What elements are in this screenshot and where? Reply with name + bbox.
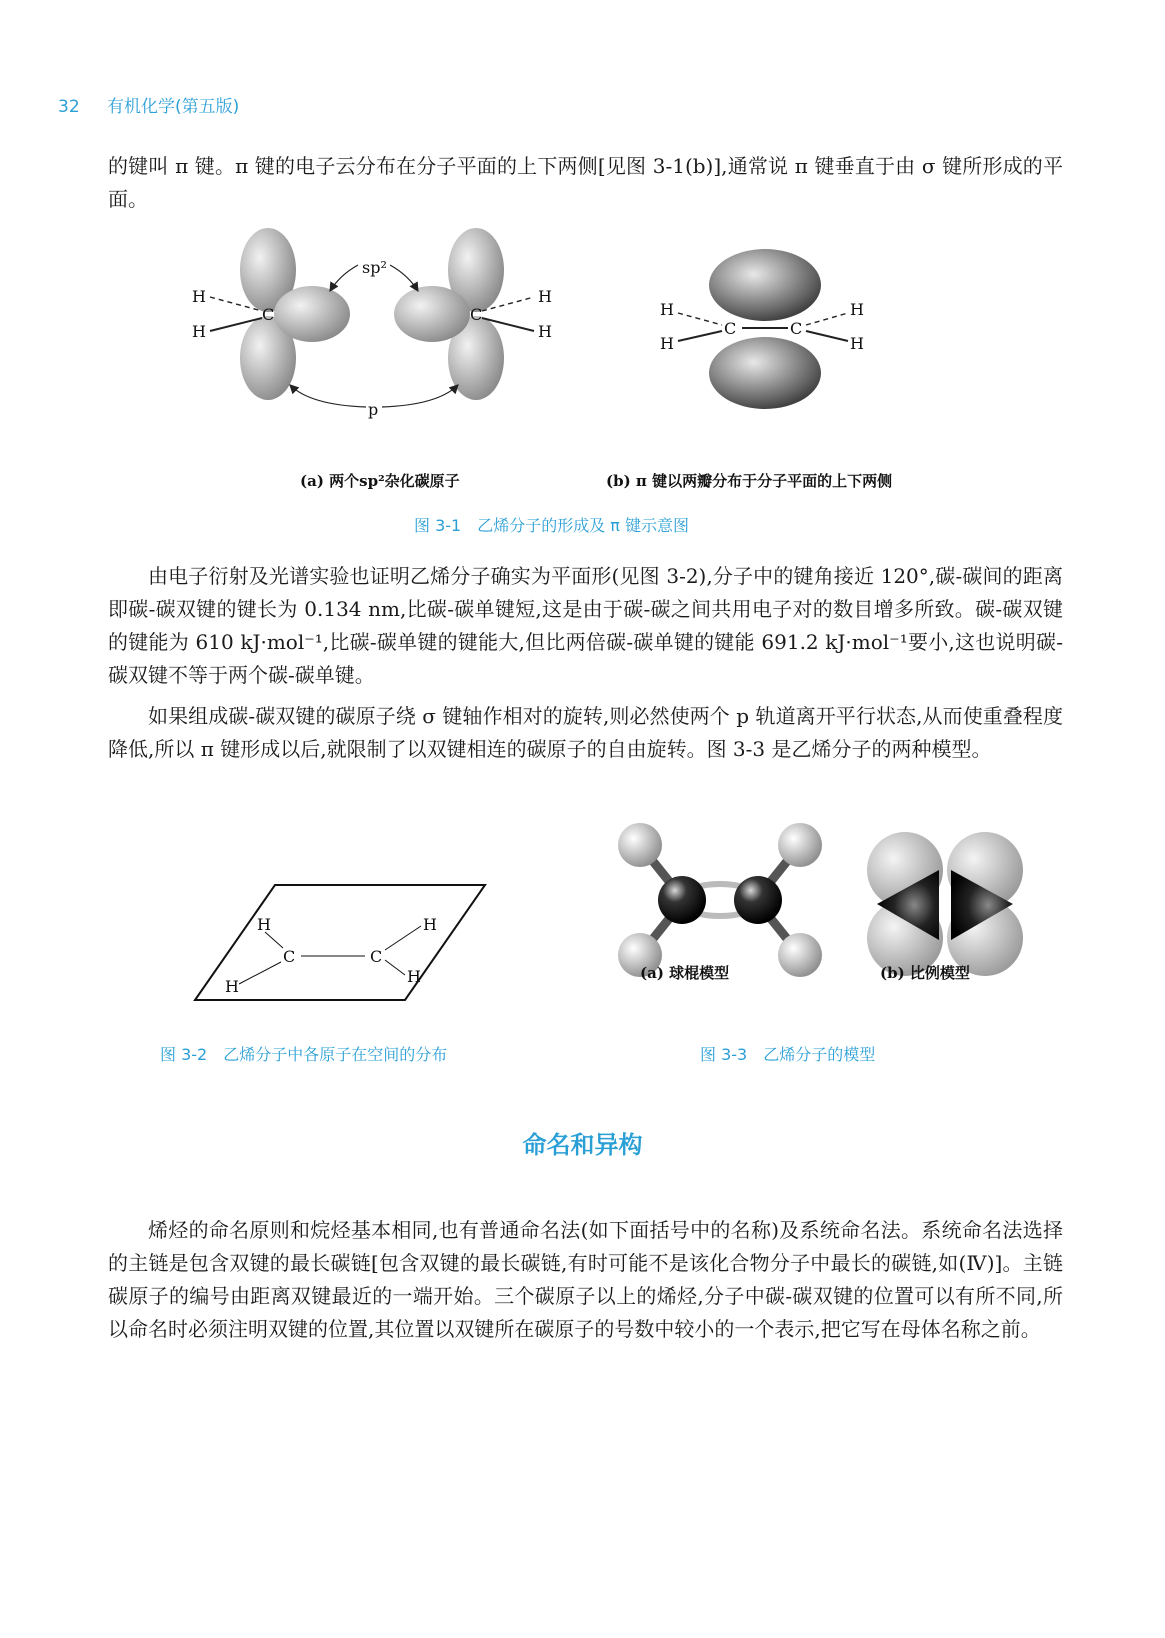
atom-c-right: C — [470, 305, 483, 324]
paragraph-pi-bond: 的键叫 π 键。π 键的电子云分布在分子平面的上下两侧[见图 3-1(b)],通常说 π 键垂直于由 σ 键所形成的平面。 — [108, 154, 1063, 211]
paragraph-naming: 烯烃的命名原则和烷烃基本相同,也有普通命名法(如下面括号中的名称)及系统命名法。系统命名法选择的主链是包含双键的最长碳链[包含双键的最长碳链,有时可能不是该化合物分子中最长的碳链,如(Ⅳ)]。主链碳原子的编号由距离双键最近的一端开始。三个碳原子以上的烯烃,分子中碳-碳双键的位置可以有所不同,所以命名时必须注明双键的位置,其位置以双键所在碳原子的号数中较小的一个表示,把它写在母体名称之前。 — [108, 1218, 1063, 1341]
label-sp2: sp² — [362, 258, 387, 277]
atom-h: H — [225, 977, 239, 996]
atom-c: C — [790, 319, 803, 338]
figure-3-3b-space-filling — [865, 830, 1025, 980]
fig31-subcaption-b: (b) π 键以两瓣分布于分子平面的上下两侧 — [606, 472, 893, 490]
atom-h: H — [538, 287, 552, 306]
atom-h: H — [407, 967, 421, 986]
atom-h: H — [850, 300, 864, 319]
atom-h: H — [192, 287, 206, 306]
atom-c: C — [370, 947, 383, 966]
page-number: 32 — [58, 97, 80, 117]
figure-3-2-planar-distribution — [195, 880, 495, 1010]
atom-h: H — [192, 322, 206, 341]
fig33-caption: 图 3-3 乙烯分子的模型 — [700, 1045, 876, 1064]
atom-h: H — [660, 334, 674, 353]
paragraph-planar-ethylene: 由电子衍射及光谱实验也证明乙烯分子确实为平面形(见图 3-2),分子中的键角接近 120°,碳-碳间的距离即碳-碳双键的键长为 0.134 nm,比碳-碳单键短,这是由于碳-碳之间共用电子对的数目增多所致。碳-碳双键的键能为 610 kJ·mol⁻¹,比碳-碳单键的键能大,但比两倍碳-碳单键的键能 691.2 kJ·mol⁻¹要小,这也说明碳-碳双键不等于两个碳-碳单键。 — [108, 564, 1063, 687]
atom-h: H — [538, 322, 552, 341]
paragraph-rotation: 如果组成碳-碳双键的碳原子绕 σ 键轴作相对的旋转,则必然使两个 p 轨道离开平行状态,从而使重叠程度降低,所以 π 键形成以后,就限制了以双键相连的碳原子的自由旋转。图 3-3 是乙烯分子的两种模型。 — [108, 704, 1063, 761]
atom-h: H — [850, 334, 864, 353]
atom-c: C — [283, 947, 296, 966]
book-title: 有机化学(第五版) — [107, 97, 240, 117]
atom-c-left: C — [262, 305, 275, 324]
fig32-caption: 图 3-2 乙烯分子中各原子在空间的分布 — [160, 1045, 448, 1064]
fig33-subcaption-a: (a) 球棍模型 — [640, 964, 730, 982]
label-p: p — [368, 400, 379, 419]
atom-h: H — [660, 300, 674, 319]
atom-h: H — [257, 915, 271, 934]
section-title: 命名和异构 — [522, 1131, 643, 1159]
fig33-subcaption-b: (b) 比例模型 — [880, 964, 970, 982]
figure-3-1a-sp2-carbons — [180, 235, 600, 435]
fig31-caption: 图 3-1 乙烯分子的形成及 π 键示意图 — [414, 516, 690, 535]
atom-c: C — [724, 319, 737, 338]
atom-h: H — [423, 915, 437, 934]
figure-3-1b-pi-bond — [650, 245, 890, 425]
fig31-subcaption-a: (a) 两个sp²杂化碳原子 — [300, 472, 460, 490]
running-header — [58, 92, 239, 117]
